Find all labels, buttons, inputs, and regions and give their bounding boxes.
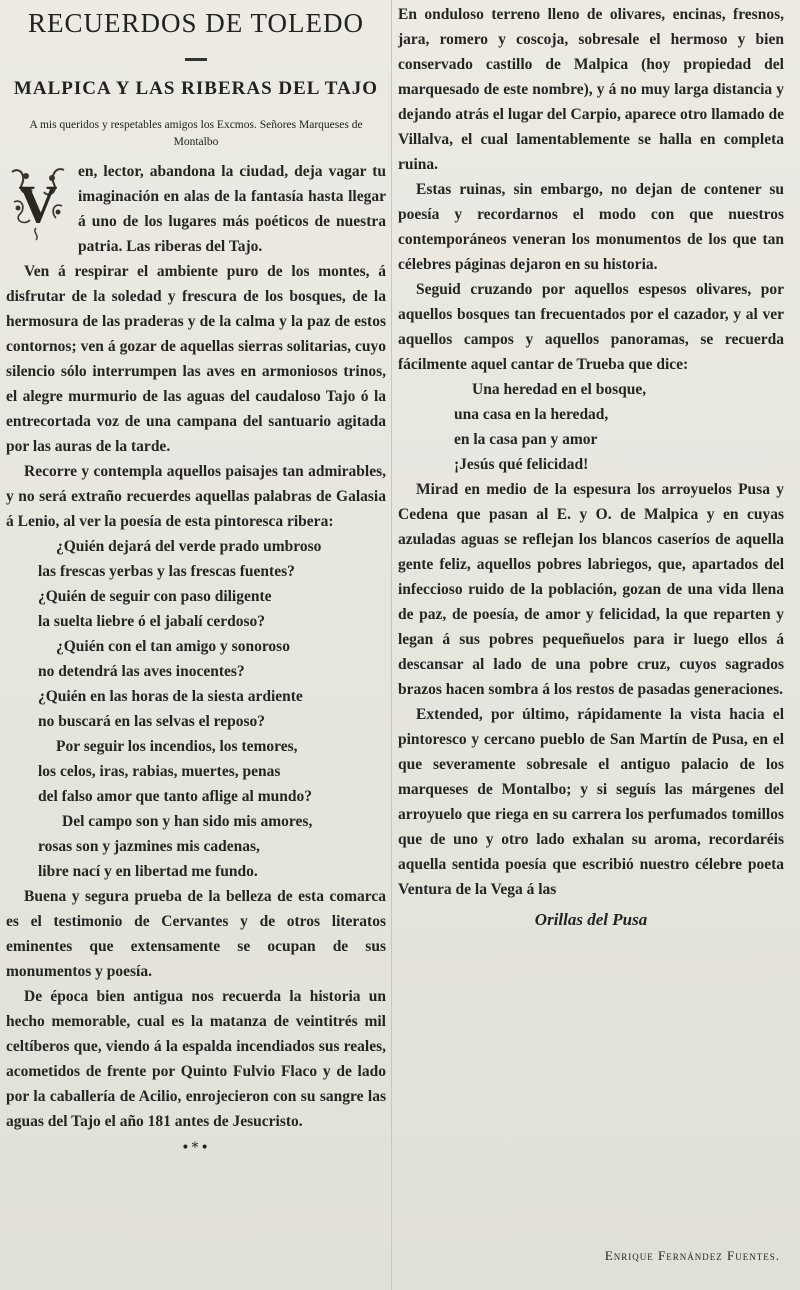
verse-galasia xyxy=(6,534,386,884)
verse-line: libre nací y en libertad me fundo. xyxy=(38,862,258,880)
verse-line: Una heredad en el bosque, xyxy=(472,381,647,398)
verse-line: no detendrá las aves inocentes? xyxy=(38,662,245,680)
paragraph-4: Buena y segura prueba de la belleza de esta comarca es el testimonio de Cervantes y de otros literatos eminentes que extensamente se ocupan de sus monumentos y poesía. xyxy=(6,887,386,980)
verse-line: una casa en la heredad, xyxy=(454,406,609,423)
verse-line: Del campo son y han sido mis amores, xyxy=(62,812,313,830)
paragraph-8: Seguid cruzando por aquellos espesos olivares, por aquellos bosques tan frecuentados por el cazador, y al ver aquellos campos y aquellos panoramas, se recuerda fácilmente aquel cantar de Trueba que dice: xyxy=(398,281,784,373)
section-ornament: •*• xyxy=(181,1139,211,1156)
title-separator xyxy=(185,58,207,61)
dropcap-ornament xyxy=(6,162,70,242)
verse-line: ¿Quién dejará del verde prado umbroso xyxy=(56,537,322,555)
paragraph-7: Estas ruinas, sin embargo, no dejan de contener su poesía y recordarnos el modo con que nuestros contemporáneos veneran los monumentos de los que tan célebres páginas dejaron en su historia. xyxy=(398,181,784,273)
dedication: A mis queridos y respetables amigos los Excmos. Señores Marqueses de Montalbo xyxy=(29,118,363,148)
paragraph-10: Extended, por último, rápidamente la vista hacia el pintoresco y cercano pueblo de San Martín de Pusa, en el que severamente sobresale el antiguo palacio de los marqueses de Montalbo; y si seguís las márgenes del arroyuelo que riega en su carrera los perfumados tomillos que de uno y otro lado exhalan su aroma, recordaréis aquella sentida poesía que escribió nuestro célebre poeta Ventura de la Vega á las xyxy=(398,706,784,898)
verse-line: ¿Quién de seguir con paso diligente xyxy=(38,587,272,605)
paragraph-intro xyxy=(6,159,386,259)
intro-text: en, lector, abandona la ciudad, deja vagar tu imaginación en alas de la fantasía hasta llegar á uno de los lugares más poéticos de nuestra patria. Las riberas del Tajo. xyxy=(78,162,386,255)
paragraph-5: De época bien antigua nos recuerda la historia un hecho memorable, cual es la matanza de veintitrés mil celtíberos que, viendo á la espalda incendiados sus reales, acometidos de frente por Quinto Fulvio Flaco y de lado por la caballería de Acilio, enrojecieron con su sangre las aguas del Tajo el año 181 antes de Jesucristo. xyxy=(6,987,386,1130)
article-subtitle: MALPICA Y LAS RIBERAS DEL TAJO xyxy=(13,77,379,99)
verse-line: en la casa pan y amor xyxy=(454,431,598,448)
verse-line: ¡Jesús qué felicidad! xyxy=(454,456,589,473)
paragraph-9: Mirad en medio de la espesura los arroyuelos Pusa y Cedena que pasan al E. y O. de Malpica y en cuyas azuladas aguas se reflejan los blancos caseríos de aquella gente feliz, aquellos pobres labriegos, que, apartados del infeccioso ruido de la población, gozan de una vida llena de paz, de poesía, de amor y felicidad, la que reparten y legan á sus pobres pequeñuelos para ir luego ellos á descansar al lado de una pobre cruz, cuyos sagrados brazos hacen sombra á los restos de pasadas generaciones. xyxy=(398,481,784,698)
verse-trueba xyxy=(454,377,784,477)
paragraph-3: Recorre y contempla aquellos paisajes tan admirables, y no será extraño recuerdes aquellas palabras de Galasia á Lenio, al ver la poesía de esta pintoresca ribera: xyxy=(6,462,386,530)
verse-line: los celos, iras, rabias, muertes, penas xyxy=(38,762,281,780)
column-divider xyxy=(391,0,392,1290)
verse-line: Por seguir los incendios, los temores, xyxy=(56,737,298,755)
poem-title-reference: Orillas del Pusa xyxy=(534,910,648,929)
author-signature: Enrique Fernández Fuentes. xyxy=(604,1248,780,1263)
right-column xyxy=(398,0,784,930)
left-column xyxy=(6,0,386,1156)
dropcap-letter: V xyxy=(18,173,58,234)
decorative-initial-icon xyxy=(6,162,70,242)
article-title: RECUERDOS DE TOLEDO xyxy=(27,8,364,38)
verse-line: del falso amor que tanto aflige al mundo? xyxy=(38,787,312,805)
verse-line: ¿Quién con el tan amigo y sonoroso xyxy=(56,637,290,655)
paragraph-6: En onduloso terreno lleno de olivares, encinas, fresnos, jara, romero y coscoja, sobresale el hermoso y bien conservado castillo de Malpica (hoy propiedad del marquesado de este nombre), y á no muy larga distancia y dejando atrás el lugar del Carpio, aparece otro llamado de Villalva, el cual lamentablemente se halla en completa ruina. xyxy=(398,6,784,173)
verse-line: no buscará en las selvas el reposo? xyxy=(38,712,266,730)
verse-line: las frescas yerbas y las frescas fuentes? xyxy=(38,562,295,580)
paragraph-2: Ven á respirar el ambiente puro de los montes, á disfrutar de la soledad y frescura de los bosques, de la hermosura de las praderas y de la calma y la paz de estos contornos; ven á gozar de aquellas sierras solitarias, cuyo silencio sólo interrumpen las aves en armoniosos trinos, el alegre murmurio de las aguas del caudaloso Tajo ó la entrecortada voz de una campana del santuario agitada por las auras de la tarde. xyxy=(6,262,386,455)
verse-line: ¿Quién en las horas de la siesta ardiente xyxy=(38,687,303,705)
verse-line: la suelta liebre ó el jabalí cerdoso? xyxy=(38,612,266,630)
verse-line: rosas son y jazmines mis cadenas, xyxy=(38,837,260,855)
